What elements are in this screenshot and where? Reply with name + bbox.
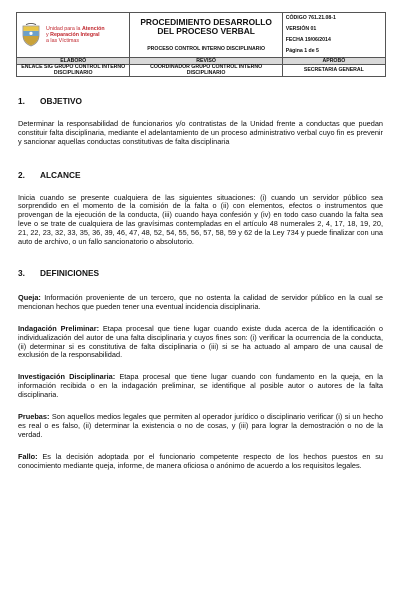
section-objetivo-title <box>18 97 383 106</box>
section-definiciones-title <box>18 269 383 278</box>
document-body <box>18 88 383 471</box>
document-title: PROCEDIMIENTO DESARROLLO DEL PROCESO VERBAL <box>140 16 272 36</box>
definition-investigacion-disciplinaria <box>18 373 383 400</box>
definition-fallo <box>18 453 383 471</box>
header-reviso: REVISÓ <box>130 58 282 65</box>
role-elaboro: ENLACE SIG GRUPO CONTROL INTERNO DISCIPLINARIO <box>17 65 130 77</box>
unidad-victimas-logo <box>20 23 126 47</box>
definition-term: Investigación Disciplinaria: <box>18 372 116 382</box>
definition-term: Fallo: <box>18 451 38 461</box>
role-reviso: COORDINADOR GRUPO CONTROL INTERNO DISCIPLINARIO <box>130 65 282 77</box>
definition-term: Queja: <box>18 292 41 302</box>
definition-text: Etapa procesal que tiene lugar cuando existe duda acerca de la identificación o individualización del autor de una falta disciplinaria y cuyos fines son: (i) verificar la ocurrencia de la conducta, (ii) determinar si es constitutiva de falta disciplinaria o (iii) si se ha actuado al amparo de una causal de exclusión de la responsabilidad. <box>18 323 384 360</box>
section-number: 2. <box>18 169 25 180</box>
section-title-text: ALCANCE <box>40 169 81 180</box>
definition-text: Etapa procesal que tiene lugar cuando con fundamento en la queja, en la información recibida o en la indagación preliminar, se identifique al posible autor o autores de la falta disciplinaria. <box>18 372 384 400</box>
section-number: 1. <box>18 96 25 106</box>
definition-term: Indagación Preliminar: <box>18 323 100 333</box>
definition-pruebas <box>18 413 383 440</box>
page-number: Página 1 de 5 <box>285 48 319 54</box>
document-code: CÓDIGO 761.21.08-1 <box>285 15 336 21</box>
document-date: FECHA 19/06/2014 <box>285 37 331 43</box>
section-title-text: DEFINICIONES <box>40 267 100 278</box>
section-objetivo-text: Determinar la responsabilidad de funcionarios y/o contratistas de la Unidad frente a conductas que puedan constituir falta disciplinaria, mediante el adelantamiento de un proceso administrativo verbal cuyo fin es prevenir y sancionar aquellas conductas constitutivas de falta disciplinaria <box>18 118 383 146</box>
definition-queja <box>18 294 383 312</box>
definition-text: Son aquellos medios legales que permiten al operador jurídico o disciplinario verificar (i) si un hecho es real o es falso, (ii) determinar la existencia o no de cosas, y (iii) para lograr la demostración o no de la verdad. <box>18 412 383 439</box>
document-header-table <box>16 12 386 77</box>
section-title-text: OBJETIVO <box>40 96 82 106</box>
header-elaboro: ELABORÓ <box>17 58 130 65</box>
colombia-coat-of-arms-icon <box>20 23 42 47</box>
document-subtitle: PROCESO CONTROL INTERNO DISCIPLINARIO <box>147 46 265 53</box>
header-aprobo: APROBÓ <box>282 58 385 65</box>
definition-text: Información proveniente de un tercero, que no ostenta la calidad de servidor público en la cual se mencionan hechos que pueden tener una eventual incidencia disciplinaria. <box>18 292 383 311</box>
title-cell <box>130 13 282 58</box>
logo-text: Unidad para la Atención y Reparación Integral a las Víctimas <box>46 25 105 45</box>
section-alcance-text: Inicia cuando se presente cualquiera de las siguientes situaciones: (i) cuando un servidor público sea sorprendido en el momento de la comisión de la falta o (ii) con elementos, efectos o instrumentos que provengan de la ejecución de la conducta, (iii) cuando haya confesión y (iv) en todo caso cuando la falta sea leve o se trate de cualquiera de las gravísimas contempladas en el artículo 48 numerales 2, 4, 17, 18, 19, 20, 21, 22, 23, 32, 33, 35, 36, 39, 46, 47, 48, 52, 54, 55, 56, 57, 58, 59 y 62 de la Ley 734 y puede finalizar con una auto de archivo, o un fallo sancionatorio o absolutorio. <box>18 192 383 247</box>
document-meta-cell <box>282 13 385 58</box>
section-number: 3. <box>18 267 25 278</box>
definition-text: Es la decisión adoptada por el funcionario competente respecto de los hechos puestos en su conocimiento mediante queja, informe, de manera oficiosa o anónimo de acuerdo a los requisitos legales. <box>18 451 383 470</box>
role-aprobo: SECRETARIA GENERAL <box>282 65 385 77</box>
definition-term: Pruebas: <box>18 412 50 422</box>
document-version: VERSIÓN 01 <box>285 26 317 32</box>
definition-indagacion-preliminar <box>18 325 383 361</box>
logo-cell <box>17 13 130 58</box>
section-alcance-title <box>18 171 383 180</box>
